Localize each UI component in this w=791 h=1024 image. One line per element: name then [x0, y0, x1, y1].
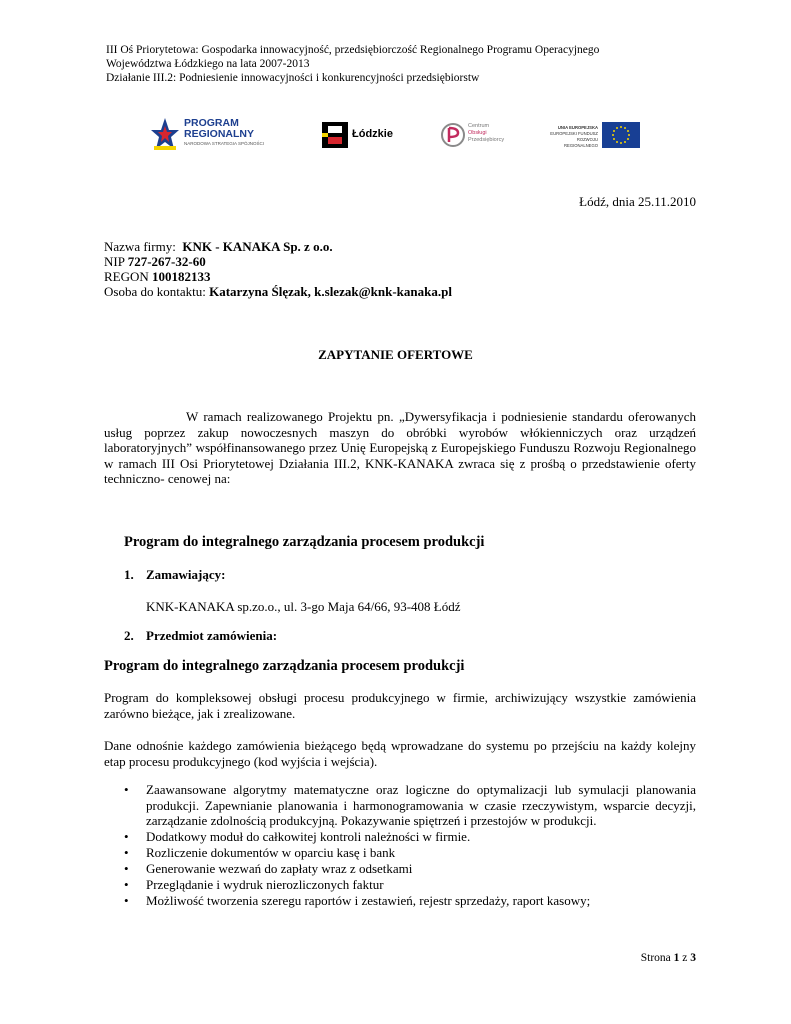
list-item: • Dodatkowy moduł do całkowitej kontroli należności w firmie.	[104, 829, 696, 845]
footer-label: Strona	[640, 952, 671, 964]
company-info	[104, 239, 452, 299]
lodzkie-logo	[322, 122, 402, 152]
ue-text: UNIA EUROPEJSKA	[557, 125, 598, 130]
contact-label: Osoba do kontaktu:	[104, 284, 206, 299]
item-2-number: 2.	[124, 628, 134, 643]
lodzkie-text: Łódzkie	[352, 128, 393, 140]
eu-flag-icon	[602, 122, 640, 148]
nip-label: NIP	[104, 254, 125, 269]
program-regionalny-logo	[150, 114, 280, 160]
company-name-row	[104, 239, 452, 254]
list-item: • Generowanie wezwań do zapłaty wraz z odsetkami	[104, 861, 696, 877]
regon-row	[104, 269, 452, 284]
document-date: Łódź, dnia 25.11.2010	[579, 194, 696, 209]
list-item: • Możliwość tworzenia szeregu raportów i zestawień, rejestr sprzedaży, raport kasowy;	[104, 893, 696, 909]
lodzkie-symbol-icon	[322, 122, 348, 148]
regionalny-text: REGIONALNY	[184, 128, 255, 140]
list-item: • Przeglądanie i wydruk nierozliczonych faktur	[104, 877, 696, 893]
heading-2: Program do integralnego zarządzania procesem produkcji	[104, 658, 465, 674]
regon-value: 100182133	[152, 269, 211, 284]
efrr-text-1: EUROPEJSKI FUNDUSZ	[550, 131, 598, 136]
logo-bar	[150, 108, 650, 168]
intro-paragraph	[104, 409, 696, 487]
footer-page: 1	[673, 952, 680, 964]
regon-label: REGON	[104, 269, 149, 284]
przedsiebiorcy-text: Przedsiębiorcy	[468, 137, 505, 143]
address: KNK-KANAKA sp.zo.o., ul. 3-go Maja 64/66, 93-408 Łódź	[146, 599, 461, 614]
company-name-value: KNK - KANAKA Sp. z o.o.	[182, 239, 333, 254]
program-text: PROGRAM	[184, 117, 239, 129]
contact-value: Katarzyna Ślęzak, k.slezak@knk-kanaka.pl	[209, 284, 452, 299]
paragraph-1: Program do kompleksowej obsługi procesu produkcyjnego w firmie, archiwizujący wszystkie zamówienia zarówno bieżące, jak i zrealizowane.	[104, 690, 696, 721]
nss-text: NARODOWA STRATEGIA SPÓJNOŚCI	[184, 141, 265, 146]
header-line-3: Działanie III.2: Podniesienie innowacyjności i konkurencyjności przedsiębiorstw	[106, 72, 480, 84]
feature-list	[104, 782, 696, 910]
obslugi-text: Obsługi	[468, 130, 487, 136]
intro-text: W ramach realizowanego Projektu pn. „Dywersyfikacja i podniesienie standardu oferowanych usług poprzez zakup nowoczesnych maszyn do obróbki wyrobów włókienniczych oraz urządzeń laboratoryjnych” współfinansowanego przez Unię Europejską z Europejskiego Funduszu Rozwoju Regionalnego w ramach III Osi Priorytetowej Działania III.2, KNK-KANAKA zwraca się z prośbą o przedstawienie oferty techniczno- cenowej na:	[104, 409, 696, 486]
paragraph-2: Dane odnośnie każdego zamówienia bieżącego będą wprowadzane do systemu po przejściu na każdy kolejny etap procesu produkcyjnego (kod wyjścia i wejścia).	[104, 738, 696, 769]
item-2-label: Przedmiot zamówienia:	[146, 628, 278, 643]
program-regionalny-star-icon	[150, 116, 180, 156]
header-line-2: Województwa Łódzkiego na lata 2007-2013	[106, 58, 310, 70]
item-1-number: 1.	[124, 567, 134, 582]
centrum-text: Centrum	[468, 123, 490, 129]
document-title: ZAPYTANIE OFERTOWE	[318, 347, 473, 362]
item-1-label: Zamawiający:	[146, 567, 226, 582]
nip-row	[104, 254, 452, 269]
item-zamawiajacy	[124, 567, 225, 583]
eu-logo	[544, 122, 644, 152]
efrr-text-2: ROZWOJU REGIONALNEGO	[564, 137, 598, 148]
list-item: • Zaawansowane algorytmy matematyczne oraz logiczne do optymalizacji lub symulacji planowania produkcji. Zapewnianie planowania i harmonogramowania w czasie rzeczywistym, wsparcie decyzji, zarządzanie zdolnością produkcyjną. Pokazywanie spiętrzeń i przestojów w produkcji.	[104, 782, 696, 829]
item-przedmiot	[124, 628, 277, 644]
centrum-obslugi-logo	[440, 122, 510, 152]
contact-row	[104, 284, 452, 299]
header-line-1: III Oś Priorytetowa: Gospodarka innowacyjność, przedsiębiorczość Regionalnego Programu Operacyjnego	[106, 44, 600, 56]
company-name-label: Nazwa firmy:	[104, 239, 176, 254]
list-item: • Rozliczenie dokumentów w oparciu kasę i bank	[104, 845, 696, 861]
centrum-circle-icon	[440, 122, 466, 148]
page-header	[106, 43, 599, 85]
nip-value: 727-267-32-60	[127, 254, 206, 269]
heading-1: Program do integralnego zarządzania procesem produkcji	[124, 534, 485, 550]
footer-total: 3	[690, 952, 696, 964]
page-footer	[641, 952, 696, 964]
footer-of: z	[682, 952, 688, 964]
